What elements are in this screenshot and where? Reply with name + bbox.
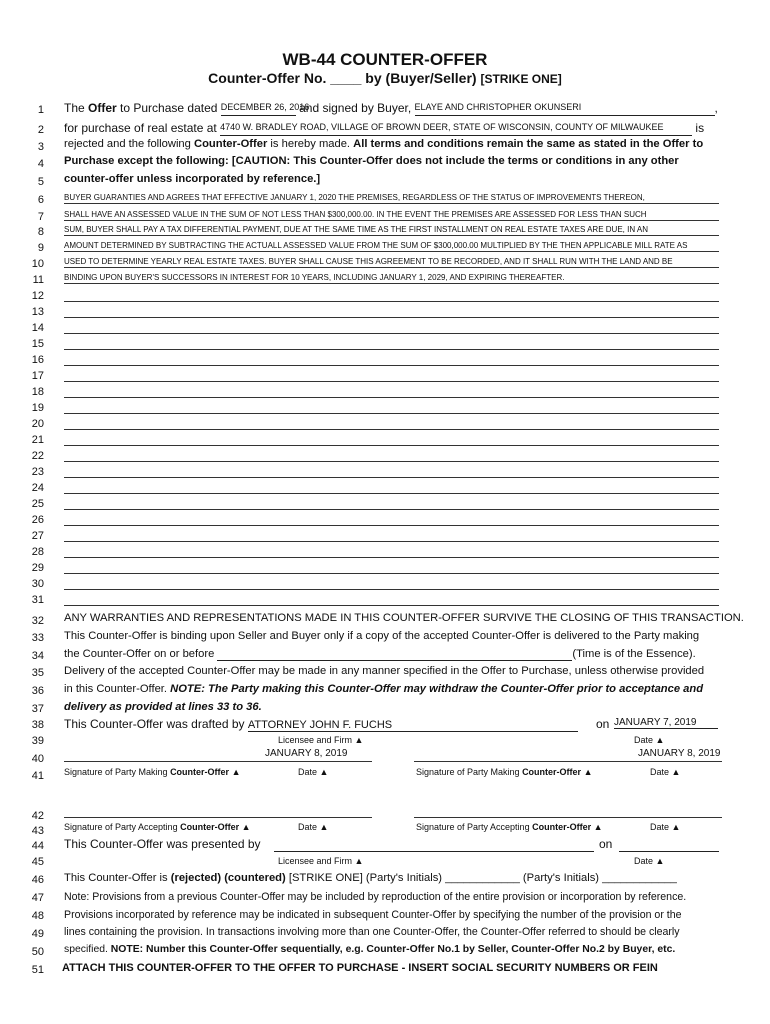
line-number: 30 (31, 578, 44, 590)
counter-offer-word: Counter-Offer (193, 138, 268, 150)
line-number: 23 (31, 466, 44, 478)
line-number: 40 (31, 753, 44, 765)
blank-line[interactable] (64, 396, 719, 398)
line-number: 41 (31, 770, 44, 782)
line-number: 15 (31, 338, 44, 350)
line-number: 37 (31, 703, 44, 715)
line-50 (64, 944, 724, 955)
line-37: delivery as provided at lines 33 to 36. (64, 701, 262, 713)
line-number: 17 (31, 370, 44, 382)
line-number: 18 (31, 386, 44, 398)
line-47: Note: Provisions from a previous Counter-Offer may be included by reproduction of the entire provision or incorporation by reference. (64, 891, 687, 903)
line-number: 19 (31, 402, 44, 414)
line1-mid: to Purchase dated (116, 101, 221, 115)
deadline-field[interactable] (217, 648, 572, 661)
blank-line[interactable] (64, 380, 719, 382)
date-caption-41b: Date ▲ (650, 767, 681, 777)
line-number: 39 (31, 735, 44, 747)
cap-pre: Signature of Party Making (416, 767, 523, 777)
line-4: Purchase except the following: [CAUTION: This Counter-Offer does not include the terms or conditions in any other (64, 155, 679, 167)
cap-b: Counter-Offer (170, 767, 230, 777)
blank-line[interactable] (64, 588, 719, 590)
cap-post: ▲ (591, 822, 603, 832)
cap-pre: Signature of Party Accepting (64, 822, 181, 832)
date-caption: Date ▲ (634, 735, 665, 745)
blank-line[interactable] (64, 460, 719, 462)
buyer-name-field[interactable] (415, 101, 715, 116)
line-3 (64, 138, 724, 150)
line-number: 3 (37, 141, 44, 153)
blank-line[interactable] (64, 316, 719, 318)
line-number: 5 (37, 176, 44, 188)
line44-text: This Counter-Offer was presented by (64, 837, 261, 851)
line-number: 46 (31, 874, 44, 886)
numbering-note: NOTE: Number this Counter-Offer sequentially, e.g. Counter-Offer No.1 by Seller, Counter-Offer No.2 by Buyer, etc. (110, 944, 676, 955)
line2-post: is (692, 121, 705, 135)
line-number: 8 (37, 226, 44, 238)
line-number: 10 (31, 258, 44, 270)
term-line[interactable]: BUYER GUARANTIES AND AGREES THAT EFFECTIVE JANUARY 1, 2020 THE PREMISES, REGARDLESS OF THE STATUS OF IMPROVEMENTS THEREON, (64, 192, 719, 204)
line3-text: rejected and the following (64, 138, 194, 150)
line-number: 36 (31, 685, 44, 697)
line-33: This Counter-Offer is binding upon Seller and Buyer only if a copy of the accepted Counter-Offer is delivered to the Party making (64, 630, 700, 642)
line-number: 34 (31, 650, 44, 662)
line-number: 2 (37, 124, 44, 136)
term-line[interactable]: SUM, BUYER SHALL PAY A TAX DIFFERENTIAL PAYMENT, DUE AT THE SAME TIME AS THE FIRST INSTALLMENT ON REAL ESTATE TAXES ARE DUE, IN AN (64, 224, 719, 236)
line-51: ATTACH THIS COUNTER-OFFER TO THE OFFER TO PURCHASE - INSERT SOCIAL SECURITY NUMBERS OR FEIN (62, 962, 658, 974)
term-line[interactable]: USED TO DETERMINE YEARLY REAL ESTATE TAXES. BUYER SHALL CAUSE THIS AGREEMENT TO BE RECORDED, AND IT SHALL RUN WITH THE LAND AND BE (64, 256, 719, 268)
line-number: 27 (31, 530, 44, 542)
line-number: 42 (31, 810, 44, 822)
line-38 (64, 717, 724, 732)
line-number: 4 (37, 158, 44, 170)
line-number: 38 (31, 719, 44, 731)
line-number: 29 (31, 562, 44, 574)
rejected-countered: (rejected) (countered) (170, 872, 286, 884)
licensee-firm-caption-45: Licensee and Firm ▲ (278, 856, 364, 866)
line-number: 22 (31, 450, 44, 462)
line-number: 51 (31, 964, 44, 976)
line-number: 12 (31, 290, 44, 302)
presented-date-field[interactable] (619, 837, 719, 852)
line-number: 48 (31, 910, 44, 922)
signature-date-left[interactable]: JANUARY 8, 2019 (265, 748, 348, 759)
line-34 (64, 648, 724, 661)
presented-by-field[interactable] (274, 837, 594, 852)
line1-text: The (64, 101, 89, 115)
blank-line[interactable] (64, 300, 719, 302)
line-number: 21 (31, 434, 44, 446)
line-1 (64, 101, 724, 116)
licensee-firm-caption: Licensee and Firm ▲ (278, 735, 364, 745)
line-number: 43 (31, 825, 44, 837)
line-number: 45 (31, 856, 44, 868)
line-number: 32 (31, 615, 44, 627)
line1-post: and signed by Buyer, (295, 101, 415, 115)
date-caption-43a: Date ▲ (298, 822, 329, 832)
blank-line[interactable] (64, 540, 719, 542)
line-number: 31 (31, 594, 44, 606)
line34-text: the Counter-Offer on or before (64, 648, 218, 660)
line-number: 49 (31, 928, 44, 940)
line38-on: on (596, 717, 610, 731)
blank-line[interactable] (64, 348, 719, 350)
blank-line[interactable] (64, 572, 719, 574)
line-48: Provisions incorporated by reference may be indicated in subsequent Counter-Offer by specifying the number of the provision or the (64, 909, 682, 921)
line-49: lines containing the provision. In transactions involving more than one Counter-Offer, the Counter-Offer referred to should be clearly (64, 926, 680, 938)
offer-date-field[interactable] (220, 101, 310, 116)
line-35: Delivery of the accepted Counter-Offer may be made in any manner specified in the Offer to Purchase, unless otherwise provided (64, 665, 705, 677)
cap-post: ▲ (239, 822, 251, 832)
line44-on: on (599, 837, 613, 851)
offer-word: Offer (88, 101, 117, 115)
blank-line[interactable] (64, 492, 719, 494)
buyer-name-value: ELAYE AND CHRISTOPHER OKUNSERI (414, 102, 582, 112)
line-2 (64, 121, 724, 136)
blank-line[interactable] (64, 556, 719, 558)
blank-line[interactable] (64, 604, 719, 606)
line-number: 1 (37, 104, 44, 116)
line-number: 14 (31, 322, 44, 334)
line-number: 44 (31, 840, 44, 852)
line34-post: (Time is of the Essence). (572, 648, 696, 660)
line38-text: This Counter-Offer was drafted by (64, 717, 248, 731)
line-number: 28 (31, 546, 44, 558)
cap-pre: Signature of Party Accepting (416, 822, 533, 832)
offer-date-value: DECEMBER 26, 2016 (220, 102, 310, 112)
cap-pre: Signature of Party Making (64, 767, 171, 777)
line3-bold: All terms and conditions remain the same as stated in the Offer to (353, 138, 704, 150)
date-caption-41a: Date ▲ (298, 767, 329, 777)
property-address-field[interactable] (220, 121, 692, 136)
term-line[interactable]: BINDING UPON BUYER'S SUCCESSORS IN INTEREST FOR 10 YEARS, INCLUDING JANUARY 1, 2029, AND EXPIRING THEREAFTER. (64, 272, 719, 284)
withdraw-note: NOTE: The Party making this Counter-Offer may withdraw the Counter-Offer prior to acceptance and (170, 683, 704, 695)
signature-line-accepting-1[interactable] (64, 816, 372, 818)
strike-one-text: [STRIKE ONE] (480, 72, 562, 86)
cap-b: Counter-Offer (532, 822, 592, 832)
line-number: 24 (31, 482, 44, 494)
blank-line[interactable] (64, 524, 719, 526)
blank-line[interactable] (64, 412, 719, 414)
line46-post: [STRIKE ONE] (Party's Initials) ____________ (Party's Initials) ____________ (285, 872, 677, 884)
sig-making-caption-1 (64, 767, 240, 777)
line-5: counter-offer unless incorporated by reference.] (64, 173, 321, 185)
line36-text: in this Counter-Offer. (64, 683, 171, 695)
blank-line[interactable] (64, 332, 719, 334)
cap-post: ▲ (229, 767, 241, 777)
form-subtitle (0, 70, 770, 86)
line-number: 33 (31, 632, 44, 644)
line-44 (64, 837, 724, 851)
line1-end: , (714, 101, 718, 115)
line50-text: specified. (64, 944, 111, 955)
date-caption-45: Date ▲ (634, 856, 665, 866)
drafted-date-field[interactable]: JANUARY 7, 2019 (614, 717, 718, 729)
line-number: 16 (31, 354, 44, 366)
line2-text: for purchase of real estate at (64, 121, 221, 135)
cap-b: Counter-Offer (180, 822, 240, 832)
line-number: 47 (31, 892, 44, 904)
signature-line-making-2[interactable] (414, 760, 722, 762)
blank-line[interactable] (64, 364, 719, 366)
line-number: 9 (37, 242, 44, 254)
blank-line[interactable] (64, 428, 719, 430)
drafted-by-field[interactable]: ATTORNEY JOHN F. FUCHS (248, 719, 578, 732)
signature-date-right[interactable]: JANUARY 8, 2019 (638, 748, 721, 759)
form-title: WB-44 COUNTER-OFFER (282, 50, 488, 69)
line-number: 26 (31, 514, 44, 526)
line-number: 13 (31, 306, 44, 318)
line-32: ANY WARRANTIES AND REPRESENTATIONS MADE IN THIS COUNTER-OFFER SURVIVE THE CLOSING OF THIS TRANSACTION. (64, 612, 744, 624)
term-line[interactable]: SHALL HAVE AN ASSESSED VALUE IN THE SUM OF NOT LESS THAN $300,000.00. IN THE EVENT THE PREMISES ARE ASSESSED FOR LESS THAN SUCH (64, 209, 719, 221)
line-number: 50 (31, 946, 44, 958)
sig-accepting-caption-2 (416, 822, 603, 832)
cap-post: ▲ (581, 767, 593, 777)
blank-line[interactable] (64, 508, 719, 510)
signature-line-making-1[interactable] (64, 760, 372, 762)
blank-line[interactable] (64, 444, 719, 446)
line-number: 11 (32, 274, 44, 286)
signature-line-accepting-2[interactable] (414, 816, 722, 818)
subtitle-text: Counter-Offer No. ____ by (Buyer/Seller) (208, 70, 481, 86)
line-number: 20 (31, 418, 44, 430)
date-caption-43b: Date ▲ (650, 822, 681, 832)
line-36 (64, 683, 724, 695)
blank-line[interactable] (64, 476, 719, 478)
cap-b: Counter-Offer (522, 767, 582, 777)
line46-text: This Counter-Offer is (64, 872, 171, 884)
line-number: 7 (37, 211, 44, 223)
property-address-value: 4740 W. BRADLEY ROAD, VILLAGE OF BROWN DEER, STATE OF WISCONSIN, COUNTY OF MILWAUKEE (220, 122, 664, 132)
line-number: 25 (31, 498, 44, 510)
line-number: 6 (37, 194, 44, 206)
line-46 (64, 872, 724, 884)
sig-making-caption-2 (416, 767, 592, 777)
line3-mid: is hereby made. (267, 138, 354, 150)
sig-accepting-caption-1 (64, 822, 251, 832)
term-line[interactable]: AMOUNT DETERMINED BY SUBTRACTING THE ACTUALL ASSESSED VALUE FROM THE SUM OF $300,000.00 MULTIPLIED BY THE THEN APPLICABLE MILL RATE AS (64, 240, 719, 252)
line-number: 35 (31, 667, 44, 679)
